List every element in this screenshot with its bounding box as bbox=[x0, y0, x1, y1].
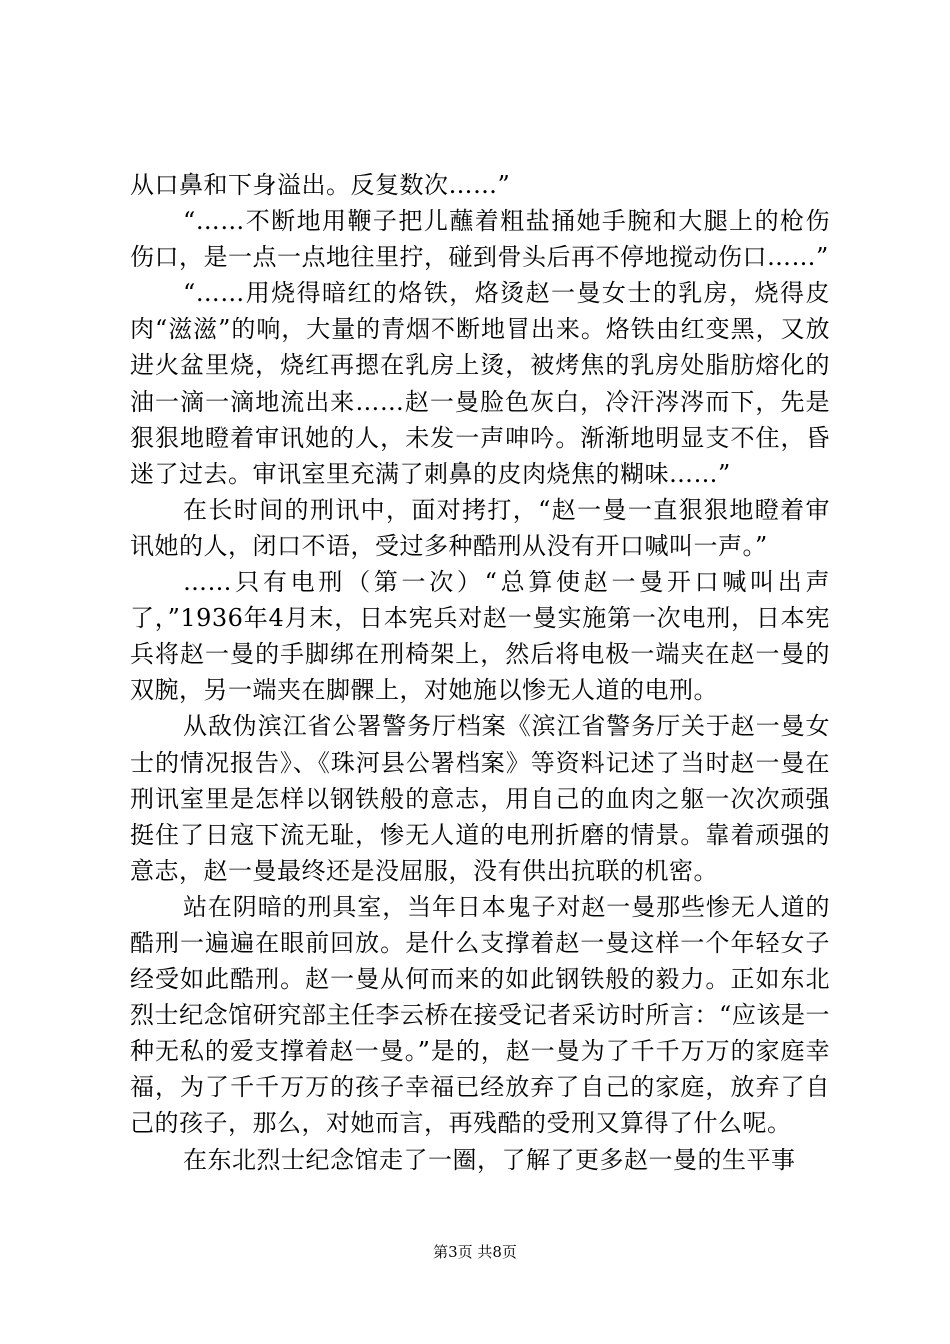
paragraph: 在长时间的刑讯中，面对拷打，“赵一曼一直狠狠地瞪着审讯她的人，闭口不语，受过多种酷刑从没有开口喊叫一声。” bbox=[130, 495, 830, 560]
paragraph: 在东北烈士纪念馆走了一圈，了解了更多赵一曼的生平事 bbox=[183, 1145, 796, 1174]
body-text bbox=[130, 167, 830, 1178]
page-number: 第3页 共8页 bbox=[433, 1243, 517, 1261]
paragraph: 站在阴暗的刑具室，当年日本鬼子对赵一曼那些惨无人道的酷刑一遍遍在眼前回放。是什么支撑着赵一曼这样一个年轻女子经受如此酷刑。赵一曼从何而来的如此钢铁般的毅力。正如东北烈士纪念馆研究部主任李云桥在接受记者采访时所言：“应该是一种无私的爱支撑着赵一曼。”是的，赵一曼为了千千万万的家庭幸福，为了千千万万的孩子幸福已经放弃了自己的家庭，放弃了自己的孩子，那么，对她而言，再残酷的受刑又算得了什么呢。 bbox=[130, 892, 830, 1138]
paragraph: 从敌伪滨江省公署警务厅档案《滨江省警务厅关于赵一曼女士的情况报告》、《珠河县公署档案》等资料记述了当时赵一曼在刑讯室里是怎样以钢铁般的意志，用自己的血肉之躯一次次顽强挺住了日寇下流无耻，惨无人道的电刑折磨的情景。靠着顽强的意志，赵一曼最终还是没屈服，没有供出抗联的机密。 bbox=[130, 712, 830, 885]
paragraph: 从口鼻和下身溢出。反复数次……” bbox=[130, 171, 511, 199]
paragraph: “……不断地用鞭子把儿蘸着粗盐捅她手腕和大腿上的枪伤伤口，是一点一点地往里拧，碰到骨头后再不停地搅动伤口……” bbox=[130, 207, 830, 272]
paragraph: “……用烧得暗红的烙铁，烙烫赵一曼女士的乳房，烧得皮肉“滋滋”的响，大量的青烟不断地冒出来。烙铁由红变黑，又放进火盆里烧，烧红再摁在乳房上烫，被烤焦的乳房处脂肪熔化的油一滴一滴地流出来……赵一曼脸色灰白，冷汗涔涔而下，先是狠狠地瞪着审讯她的人，未发一声呻吟。渐渐地明显支不住，昏迷了过去。审讯室里充满了刺鼻的皮肉烧焦的糊味……” bbox=[130, 279, 830, 488]
paragraph: ……只有电刑（第一次）“总算使赵一曼开口喊叫出声了，”1936年4月末，日本宪兵对赵一曼实施第一次电刑，日本宪兵将赵一曼的手脚绑在刑椅架上，然后将电极一端夹在赵一曼的双腕，另一端夹在脚髁上，对她施以惨无人道的电刑。 bbox=[130, 568, 830, 705]
